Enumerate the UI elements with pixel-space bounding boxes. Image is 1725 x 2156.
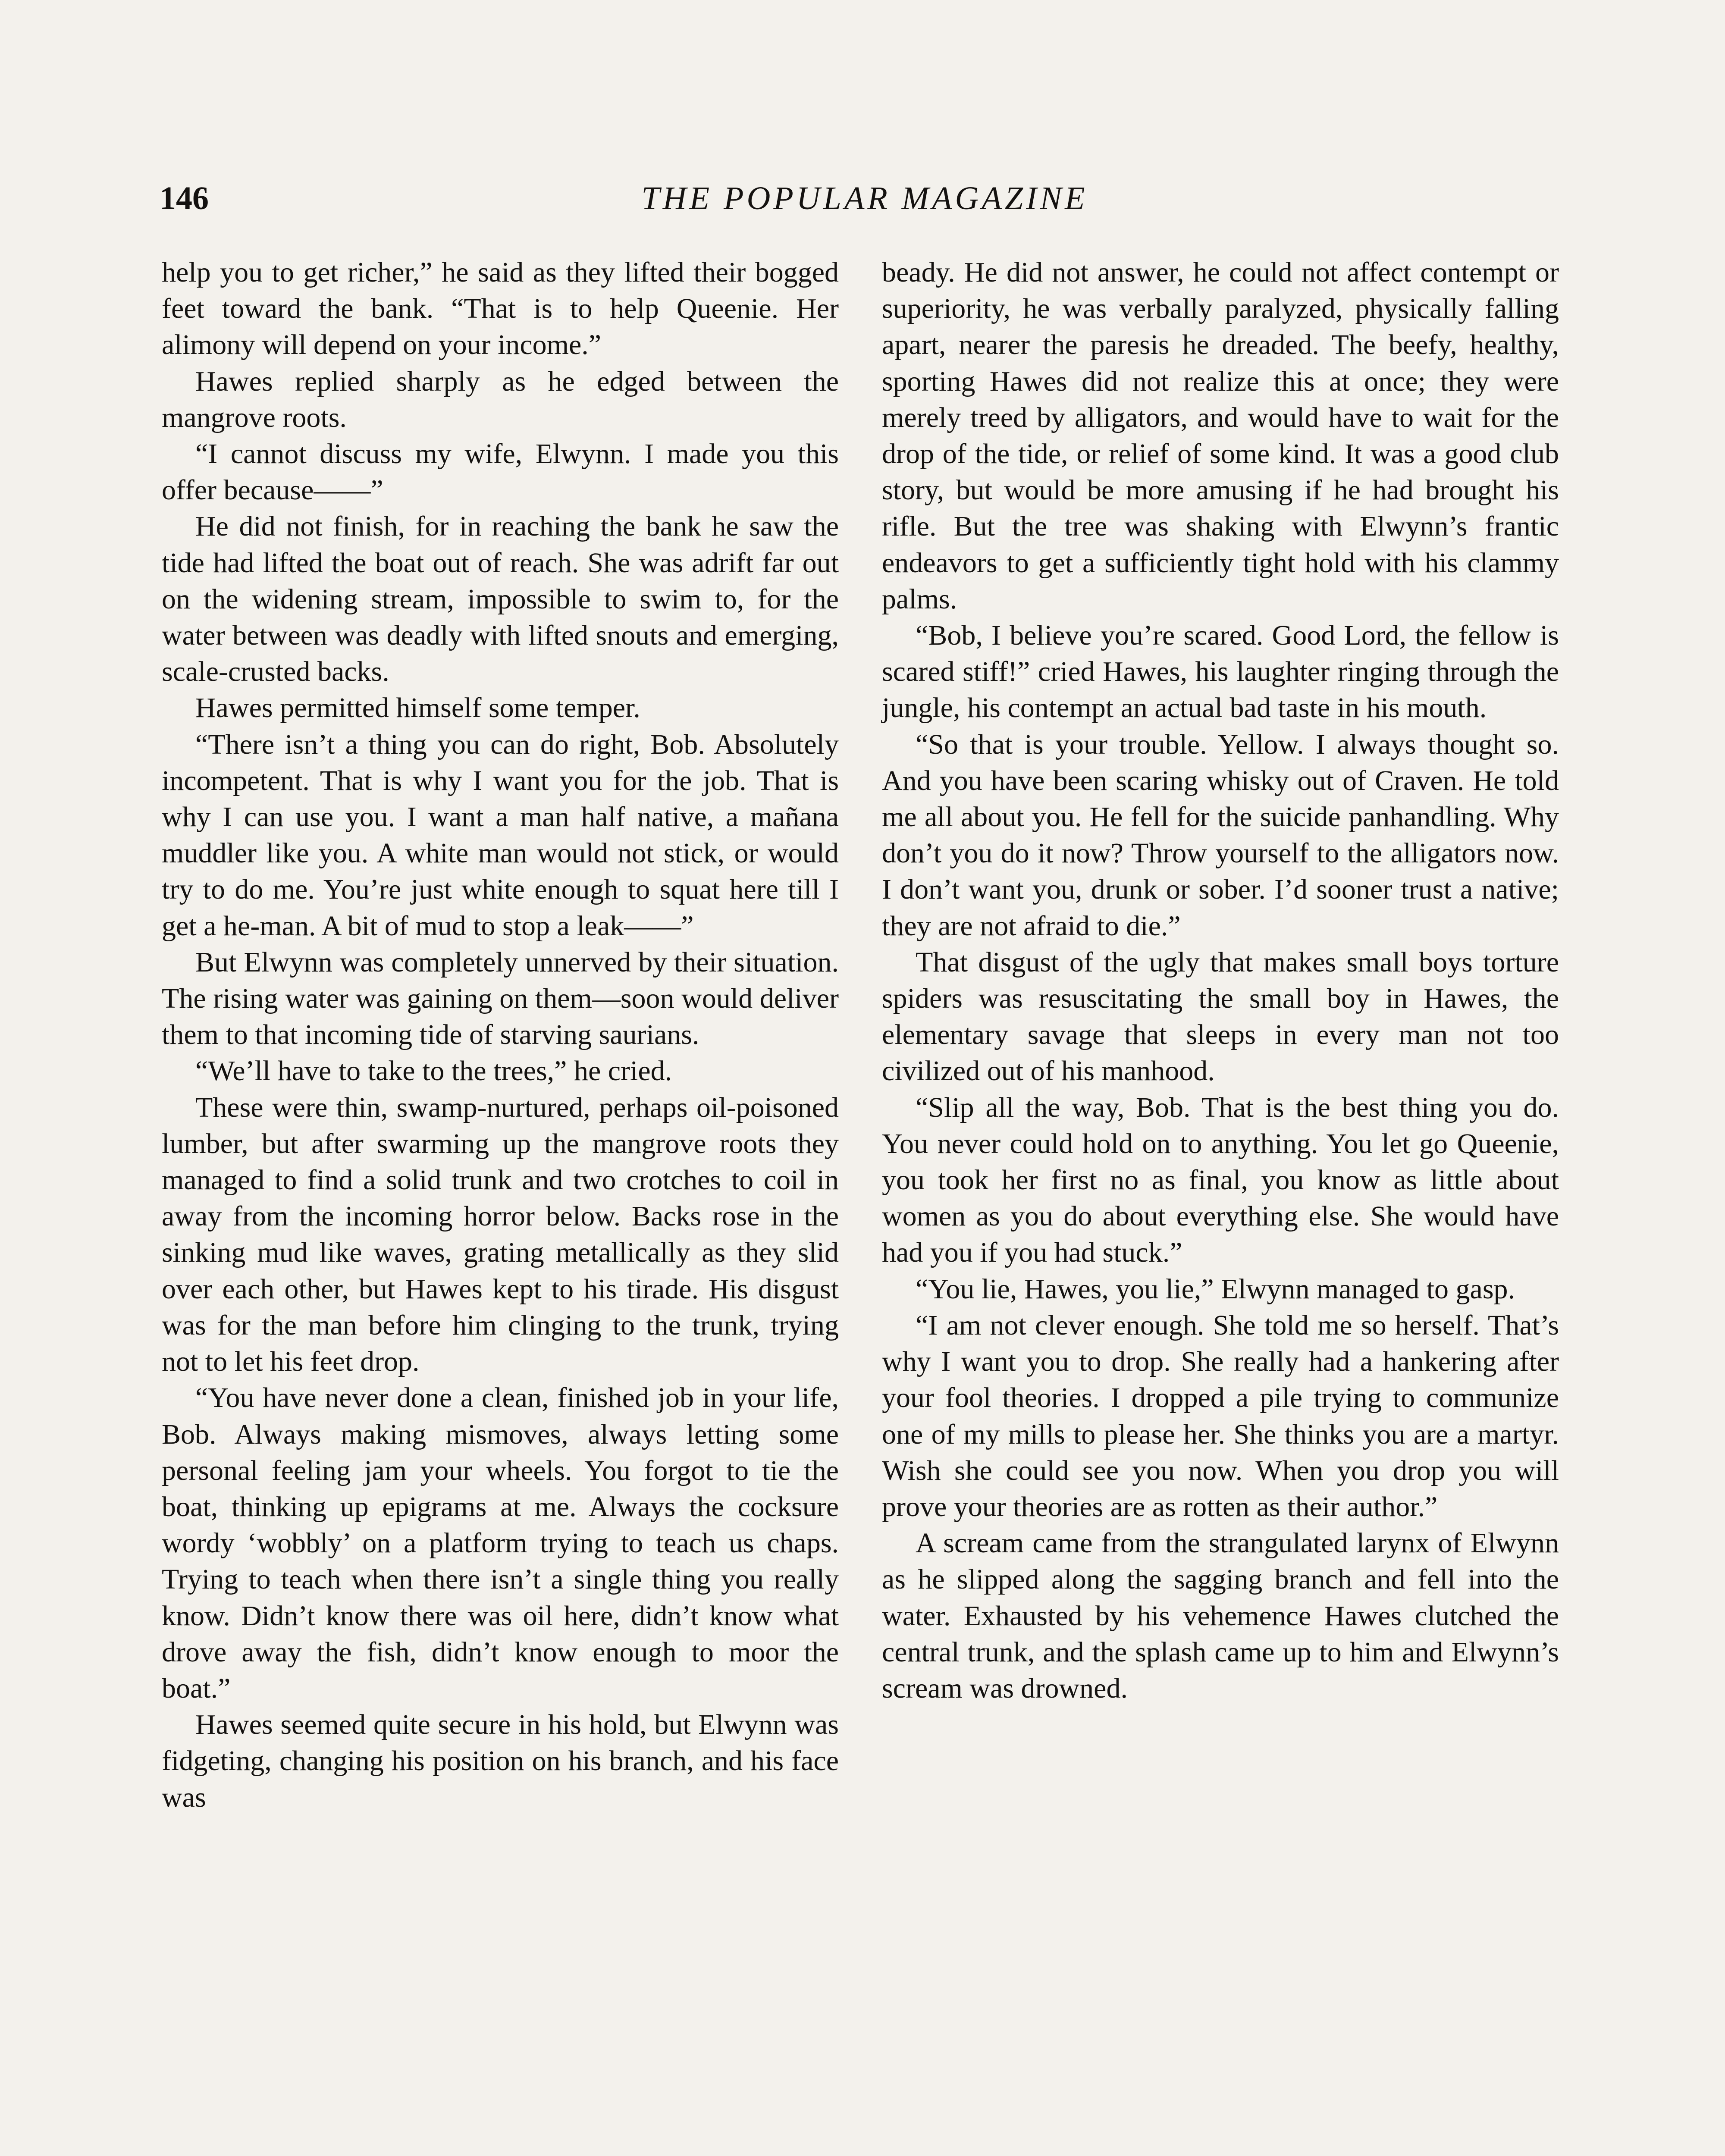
paragraph: Hawes seemed quite secure in his hold, but Elwynn was fidgeting, changing his position on his branch, and his face was <box>162 1709 839 1813</box>
paragraph: Hawes permitted himself some temper. <box>195 692 640 724</box>
paragraph: Hawes replied sharply as he edged between the mangrove roots. <box>162 365 839 433</box>
paragraph: “So that is your trouble. Yellow. I always thought so. And you have been scaring whisky out of Craven. He told me all about you. He fell for the suicide panhandling. Why don’t you do it now? Throw yourself to the alligators now. I don’t want you, drunk or sober. I’d sooner trust a native; they are not afraid to die.” <box>882 728 1559 942</box>
paragraph: “Slip all the way, Bob. That is the best thing you do. You never could hold on to anything. You let go Queenie, you took her first no as final, you know as little about women as you do about everything else. She would have had you if you had stuck.” <box>882 1091 1559 1269</box>
paragraph: But Elwynn was completely unnerved by their situation. The rising water was gaining on them—soon would deliver them to that incoming tide of starving saurians. <box>162 946 839 1051</box>
paragraph: “I cannot discuss my wife, Elwynn. I made you this offer because——” <box>162 438 839 506</box>
paragraph: These were thin, swamp-nurtured, perhaps oil-poisoned lumber, but after swarming up the mangrove roots they managed to find a solid trunk and two crotches to coil in away from the incoming horror below. Backs rose in the sinking mud like waves, grating metallically as they slid over each other, but Hawes kept to his tirade. His disgust was for the man before him clinging to the trunk, trying not to let his feet drop. <box>162 1091 839 1378</box>
left-text-column <box>162 254 839 1816</box>
paragraph: “We’ll have to take to the trees,” he cried. <box>195 1055 672 1087</box>
paragraph: “There isn’t a thing you can do right, Bob. Absolutely incompetent. That is why I want you for the job. That is why I can use you. I want a man half native, a mañana muddler like you. A white man would not stick, or would try to do me. You’re just white enough to squat here till I get a he-man. A bit of mud to stop a leak——” <box>162 728 839 942</box>
paragraph: He did not finish, for in reaching the bank he saw the tide had lifted the boat out of reach. She was adrift far out on the widening stream, impossible to swim to, for the water between was deadly with lifted snouts and emerging, scale-crusted backs. <box>162 511 839 688</box>
paragraph: “Bob, I believe you’re scared. Good Lord, the fellow is scared stiff!” cried Hawes, his laughter ringing through the jungle, his contempt an actual bad taste in his mouth. <box>882 620 1559 724</box>
paragraph: beady. He did not answer, he could not affect contempt or superiority, he was verbally paralyzed, physically falling apart, nearer the paresis he dreaded. The beefy, healthy, sporting Hawes did not realize this at once; they were merely treed by alligators, and would have to wait for the drop of the tide, or relief of some kind. It was a good club story, but would be more amusing if he had brought his rifle. But the tree was shaking with Elwynn’s frantic endeavors to get a sufficiently tight hold with his clammy palms. <box>882 257 1559 615</box>
paragraph: A scream came from the strangulated larynx of Elwynn as he slipped along the sagging branch and fell into the water. Exhausted by his vehemence Hawes clutched the central trunk, and the splash came up to him and Elwynn’s scream was drowned. <box>882 1527 1559 1704</box>
paragraph: “You lie, Hawes, you lie,” Elwynn managed to gasp. <box>916 1273 1515 1305</box>
paragraph: That disgust of the ugly that makes small boys torture spiders was resuscitating the small boy in Hawes, the elementary savage that sleeps in every man not too civilized out of his manhood. <box>882 946 1559 1087</box>
page-header <box>160 172 1570 224</box>
paragraph: “I am not clever enough. She told me so herself. That’s why I want you to drop. She really had a hankering after your fool theories. I dropped a pile trying to communize one of my mills to please her. She thinks you are a martyr. Wish she could see you now. When you drop you will prove your theories are as rotten as their author.” <box>882 1309 1559 1523</box>
right-text-column <box>882 254 1559 1707</box>
paragraph: help you to get richer,” he said as they lifted their bogged feet toward the bank. “That is to help Queenie. Her alimony will depend on your income.” <box>162 257 839 361</box>
paragraph: “You have never done a clean, finished job in your life, Bob. Always making mismoves, always letting some personal feeling jam your wheels. You forgot to tie the boat, thinking up epigrams at me. Always the cocksure wordy ‘wobbly’ on a platform trying to teach us chaps. Trying to teach when there isn’t a single thing you really know. Didn’t know there was oil here, didn’t know what drove away the fish, didn’t know enough to moor the boat.” <box>162 1382 839 1704</box>
running-title: THE POPULAR MAGAZINE <box>641 180 1088 216</box>
page-number: 146 <box>160 180 209 216</box>
